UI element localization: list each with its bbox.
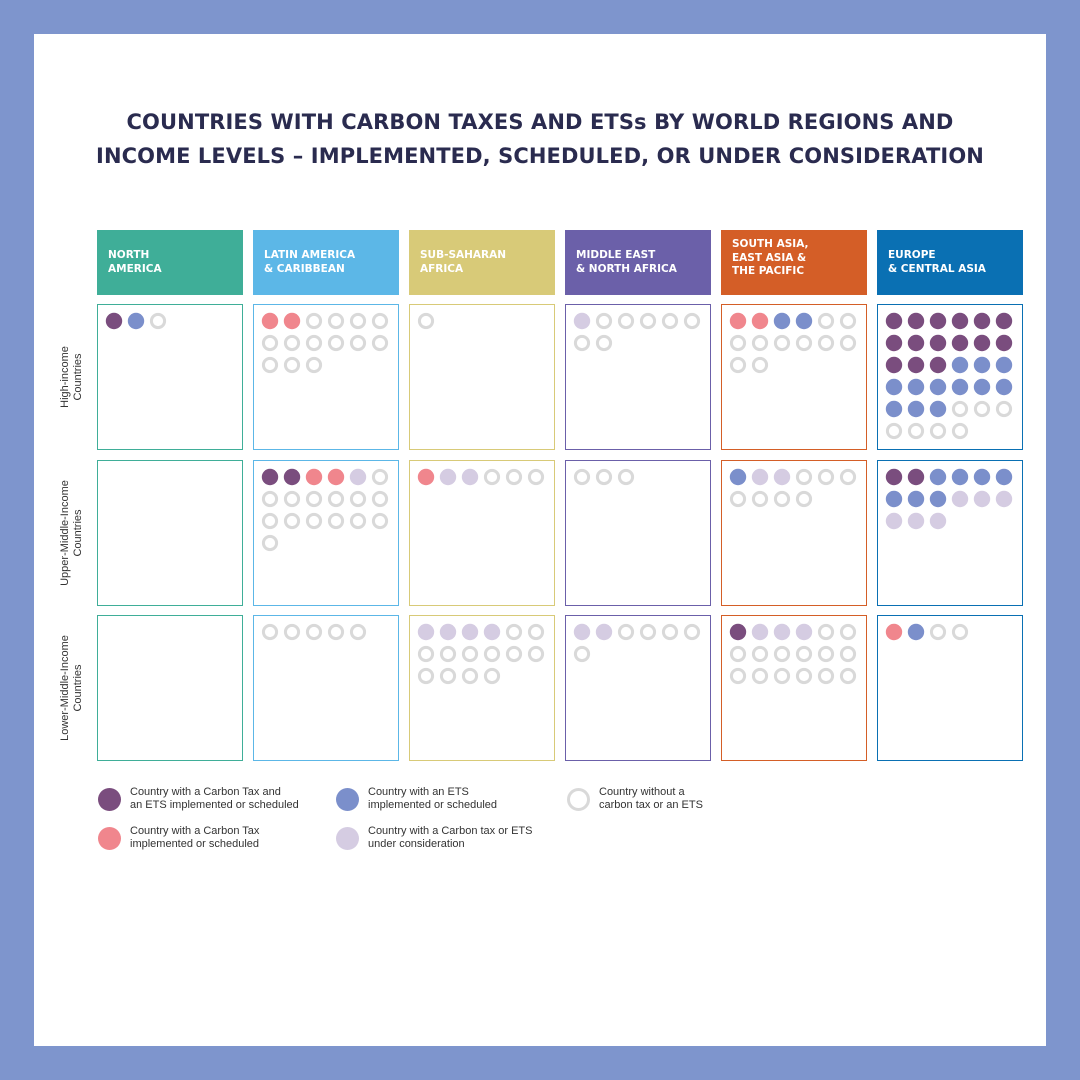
dot-none-r1-c3-2 xyxy=(619,470,632,483)
dot-none-r1-c1-3 xyxy=(307,492,320,505)
dot-both-r2-c4-0 xyxy=(730,624,746,640)
dot-none-r1-c4-3 xyxy=(731,492,744,505)
dot-both-r0-c5-4 xyxy=(974,313,990,329)
dot-none-r1-c2-2 xyxy=(529,470,542,483)
dot-none-r0-c4-3 xyxy=(753,336,766,349)
dot-none-r2-c2-1 xyxy=(529,625,542,638)
dot-none-r0-c2-0 xyxy=(419,314,432,327)
dot-none-r2-c1-0 xyxy=(263,625,276,638)
dot-consider-r1-c5-0 xyxy=(952,491,968,507)
dot-consider-r1-c2-0 xyxy=(440,469,456,485)
dot-none-r0-c4-5 xyxy=(797,336,810,349)
dot-none-r1-c1-6 xyxy=(373,492,386,505)
dot-none-r0-c4-8 xyxy=(731,358,744,371)
dot-consider-r1-c4-1 xyxy=(774,469,790,485)
dot-none-r2-c4-3 xyxy=(753,647,766,660)
dot-none-r2-c4-1 xyxy=(841,625,854,638)
dot-ets-r0-c5-10 xyxy=(908,401,924,417)
dot-none-r0-c4-1 xyxy=(841,314,854,327)
dot-none-r0-c1-5 xyxy=(285,336,298,349)
dot-none-r1-c2-0 xyxy=(485,470,498,483)
dot-none-r2-c3-3 xyxy=(685,625,698,638)
dot-none-r0-c3-3 xyxy=(663,314,676,327)
dot-none-r2-c4-12 xyxy=(819,669,832,682)
dot-none-r1-c4-1 xyxy=(819,470,832,483)
dot-tax-r1-c1-0 xyxy=(306,469,322,485)
region-header-2: SUB-SAHARAN AFRICA xyxy=(409,230,555,295)
dot-none-r0-c1-1 xyxy=(329,314,342,327)
dot-ets-r0-c5-2 xyxy=(996,357,1012,373)
dot-both-r0-c5-10 xyxy=(974,335,990,351)
dot-tax-r1-c1-1 xyxy=(328,469,344,485)
dot-none-r0-c5-6 xyxy=(953,424,966,437)
dot-ets-r0-c4-0 xyxy=(774,313,790,329)
dot-consider-r0-c3-0 xyxy=(574,313,590,329)
dot-none-r1-c1-1 xyxy=(263,492,276,505)
dot-none-r1-c2-1 xyxy=(507,470,520,483)
dot-consider-r2-c2-0 xyxy=(418,624,434,640)
dot-ets-r0-c5-11 xyxy=(930,401,946,417)
dot-ets-r0-c5-8 xyxy=(996,379,1012,395)
dot-both-r0-c5-11 xyxy=(996,335,1012,351)
dot-none-r1-c1-11 xyxy=(351,514,364,527)
dot-consider-r2-c3-0 xyxy=(574,624,590,640)
dot-none-r2-c4-9 xyxy=(753,669,766,682)
dot-none-r0-c0-0 xyxy=(151,314,164,327)
dot-tax-r0-c4-1 xyxy=(752,313,768,329)
dot-consider-r1-c5-3 xyxy=(886,513,902,529)
dot-none-r2-c1-4 xyxy=(351,625,364,638)
dot-none-r0-c5-2 xyxy=(997,402,1010,415)
dot-consider-r1-c5-4 xyxy=(908,513,924,529)
dot-none-r2-c3-4 xyxy=(575,647,588,660)
dot-none-r2-c1-2 xyxy=(307,625,320,638)
dot-both-r0-c5-1 xyxy=(908,313,924,329)
dot-none-r1-c1-5 xyxy=(351,492,364,505)
dot-both-r0-c5-6 xyxy=(886,335,902,351)
dot-none-r2-c2-9 xyxy=(441,669,454,682)
dot-none-r2-c2-4 xyxy=(463,647,476,660)
dot-both-r0-c5-0 xyxy=(886,313,902,329)
dot-none-r0-c3-1 xyxy=(619,314,632,327)
legend-label-tax: Country with a Carbon Tax implemented or scheduled xyxy=(130,825,260,850)
dot-consider-r2-c2-2 xyxy=(462,624,478,640)
dot-ets-r0-c5-1 xyxy=(974,357,990,373)
dot-none-r2-c3-0 xyxy=(619,625,632,638)
dot-ets-r0-c5-7 xyxy=(974,379,990,395)
dot-none-r2-c5-1 xyxy=(953,625,966,638)
dot-both-r0-c5-5 xyxy=(996,313,1012,329)
dot-both-r1-c1-1 xyxy=(284,469,300,485)
dot-ets-r0-c5-9 xyxy=(886,401,902,417)
dot-both-r1-c1-0 xyxy=(262,469,278,485)
dot-none-r2-c2-11 xyxy=(485,669,498,682)
dot-ets-r1-c5-1 xyxy=(952,469,968,485)
dot-none-r2-c4-0 xyxy=(819,625,832,638)
dot-none-r1-c3-1 xyxy=(597,470,610,483)
dot-none-r2-c4-13 xyxy=(841,669,854,682)
legend-label-consider: Country with a Carbon tax or ETS under consideration xyxy=(368,825,533,850)
dot-none-r2-c4-4 xyxy=(775,647,788,660)
dot-ets-r0-c5-3 xyxy=(886,379,902,395)
dot-none-r1-c1-8 xyxy=(285,514,298,527)
dot-ets-r1-c5-0 xyxy=(930,469,946,485)
dot-consider-r2-c4-0 xyxy=(752,624,768,640)
dot-none-r2-c2-5 xyxy=(485,647,498,660)
dot-none-r0-c5-5 xyxy=(931,424,944,437)
dot-none-r0-c3-2 xyxy=(641,314,654,327)
dot-none-r0-c5-4 xyxy=(909,424,922,437)
dot-both-r0-c5-9 xyxy=(952,335,968,351)
dot-none-r2-c2-6 xyxy=(507,647,520,660)
dot-both-r0-c5-8 xyxy=(930,335,946,351)
income-level-label-0: High-income Countries xyxy=(59,346,84,408)
dot-none-r0-c4-7 xyxy=(841,336,854,349)
dot-none-r0-c5-1 xyxy=(975,402,988,415)
dot-none-r1-c1-2 xyxy=(285,492,298,505)
dot-none-r2-c1-1 xyxy=(285,625,298,638)
dot-ets-r1-c5-4 xyxy=(886,491,902,507)
dot-none-r2-c2-3 xyxy=(441,647,454,660)
dot-none-r0-c1-11 xyxy=(285,358,298,371)
dot-ets-r0-c0-0 xyxy=(128,313,144,329)
dot-none-r1-c4-2 xyxy=(841,470,854,483)
dot-none-r1-c1-10 xyxy=(329,514,342,527)
legend-label-both: Country with a Carbon Tax and an ETS implemented or scheduled xyxy=(130,786,299,811)
dot-ets-r0-c5-6 xyxy=(952,379,968,395)
region-header-5: EUROPE & CENTRAL ASIA xyxy=(877,230,1023,295)
dot-consider-r1-c5-1 xyxy=(974,491,990,507)
dot-ets-r1-c5-5 xyxy=(908,491,924,507)
dot-ets-r0-c4-1 xyxy=(796,313,812,329)
dot-consider-r1-c4-0 xyxy=(752,469,768,485)
dot-none-r2-c4-5 xyxy=(797,647,810,660)
dot-consider-r2-c3-1 xyxy=(596,624,612,640)
dot-none-r0-c3-6 xyxy=(597,336,610,349)
dot-none-r0-c1-0 xyxy=(307,314,320,327)
dot-none-r2-c3-2 xyxy=(663,625,676,638)
dot-ets-r0-c5-4 xyxy=(908,379,924,395)
dot-none-r0-c1-9 xyxy=(373,336,386,349)
dot-none-r2-c4-8 xyxy=(731,669,744,682)
dot-none-r2-c2-10 xyxy=(463,669,476,682)
dot-tax-r2-c5-0 xyxy=(886,624,902,640)
dot-none-r0-c1-10 xyxy=(263,358,276,371)
dot-tax-r0-c1-1 xyxy=(284,313,300,329)
legend-swatch-both xyxy=(98,788,121,811)
dot-consider-r1-c5-5 xyxy=(930,513,946,529)
dot-none-r0-c4-6 xyxy=(819,336,832,349)
dot-none-r1-c1-9 xyxy=(307,514,320,527)
chart-title-line-1: COUNTRIES WITH CARBON TAXES AND ETSs BY WORLD REGIONS AND xyxy=(126,110,954,134)
dot-none-r1-c4-4 xyxy=(753,492,766,505)
dot-consider-r1-c5-2 xyxy=(996,491,1012,507)
dot-both-r0-c5-13 xyxy=(908,357,924,373)
dot-none-r2-c4-11 xyxy=(797,669,810,682)
dot-none-r0-c1-4 xyxy=(263,336,276,349)
dot-ets-r1-c4-0 xyxy=(730,469,746,485)
dot-none-r0-c1-6 xyxy=(307,336,320,349)
legend-swatch-none xyxy=(567,788,590,811)
chart-title-line-2: INCOME LEVELS – IMPLEMENTED, SCHEDULED, OR UNDER CONSIDERATION xyxy=(96,144,984,168)
dot-none-r2-c2-8 xyxy=(419,669,432,682)
dot-none-r1-c1-7 xyxy=(263,514,276,527)
legend-label-ets: Country with an ETS implemented or scheduled xyxy=(368,786,498,811)
region-header-4: SOUTH ASIA, EAST ASIA & THE PACIFIC xyxy=(721,230,867,295)
dot-both-r1-c5-1 xyxy=(908,469,924,485)
dot-none-r1-c4-6 xyxy=(797,492,810,505)
dot-none-r0-c4-0 xyxy=(819,314,832,327)
dot-both-r0-c5-12 xyxy=(886,357,902,373)
dot-both-r0-c5-14 xyxy=(930,357,946,373)
dot-ets-r1-c5-2 xyxy=(974,469,990,485)
dot-none-r0-c5-3 xyxy=(887,424,900,437)
legend-swatch-tax xyxy=(98,827,121,850)
dot-none-r0-c4-9 xyxy=(753,358,766,371)
dot-none-r2-c2-2 xyxy=(419,647,432,660)
dot-none-r0-c4-2 xyxy=(731,336,744,349)
dot-both-r0-c5-3 xyxy=(952,313,968,329)
dot-both-r0-c0-0 xyxy=(106,313,122,329)
income-level-label-2: Lower-Middle-Income Countries xyxy=(59,635,84,741)
dot-tax-r0-c4-0 xyxy=(730,313,746,329)
dot-both-r0-c5-7 xyxy=(908,335,924,351)
dot-consider-r1-c2-1 xyxy=(462,469,478,485)
dot-consider-r2-c2-3 xyxy=(484,624,500,640)
dot-none-r0-c5-0 xyxy=(953,402,966,415)
dot-none-r2-c4-10 xyxy=(775,669,788,682)
income-level-label-1: Upper-Middle-Income Countries xyxy=(59,480,84,586)
dot-consider-r1-c1-0 xyxy=(350,469,366,485)
dot-none-r1-c1-4 xyxy=(329,492,342,505)
legend-label-none: Country without a carbon tax or an ETS xyxy=(599,786,703,811)
dot-none-r2-c5-0 xyxy=(931,625,944,638)
dot-ets-r2-c5-0 xyxy=(908,624,924,640)
dot-none-r0-c1-7 xyxy=(329,336,342,349)
dot-none-r0-c1-12 xyxy=(307,358,320,371)
dot-consider-r2-c2-1 xyxy=(440,624,456,640)
dot-both-r0-c5-2 xyxy=(930,313,946,329)
dot-none-r1-c1-0 xyxy=(373,470,386,483)
dot-none-r0-c3-5 xyxy=(575,336,588,349)
dot-tax-r1-c2-0 xyxy=(418,469,434,485)
dot-none-r0-c3-0 xyxy=(597,314,610,327)
dot-none-r2-c4-7 xyxy=(841,647,854,660)
dot-none-r1-c1-13 xyxy=(263,536,276,549)
dot-none-r1-c4-0 xyxy=(797,470,810,483)
dot-ets-r0-c5-0 xyxy=(952,357,968,373)
dot-none-r2-c1-3 xyxy=(329,625,342,638)
dot-both-r1-c5-0 xyxy=(886,469,902,485)
dot-none-r0-c4-4 xyxy=(775,336,788,349)
dot-none-r1-c4-5 xyxy=(775,492,788,505)
region-header-1: LATIN AMERICA & CARIBBEAN xyxy=(253,230,399,295)
legend-swatch-consider xyxy=(336,827,359,850)
dot-none-r1-c1-12 xyxy=(373,514,386,527)
dot-none-r0-c1-2 xyxy=(351,314,364,327)
dot-none-r0-c1-8 xyxy=(351,336,364,349)
dot-consider-r2-c4-1 xyxy=(774,624,790,640)
dot-consider-r2-c4-2 xyxy=(796,624,812,640)
dot-none-r2-c4-6 xyxy=(819,647,832,660)
dot-none-r0-c1-3 xyxy=(373,314,386,327)
dot-none-r0-c3-4 xyxy=(685,314,698,327)
dot-ets-r1-c5-6 xyxy=(930,491,946,507)
legend-swatch-ets xyxy=(336,788,359,811)
dot-ets-r0-c5-5 xyxy=(930,379,946,395)
dot-none-r2-c3-1 xyxy=(641,625,654,638)
dot-tax-r0-c1-0 xyxy=(262,313,278,329)
dot-none-r2-c2-7 xyxy=(529,647,542,660)
region-header-3: MIDDLE EAST & NORTH AFRICA xyxy=(565,230,711,295)
dot-none-r2-c2-0 xyxy=(507,625,520,638)
dot-none-r2-c4-2 xyxy=(731,647,744,660)
dot-none-r1-c3-0 xyxy=(575,470,588,483)
region-header-0: NORTH AMERICA xyxy=(97,230,243,295)
dot-ets-r1-c5-3 xyxy=(996,469,1012,485)
